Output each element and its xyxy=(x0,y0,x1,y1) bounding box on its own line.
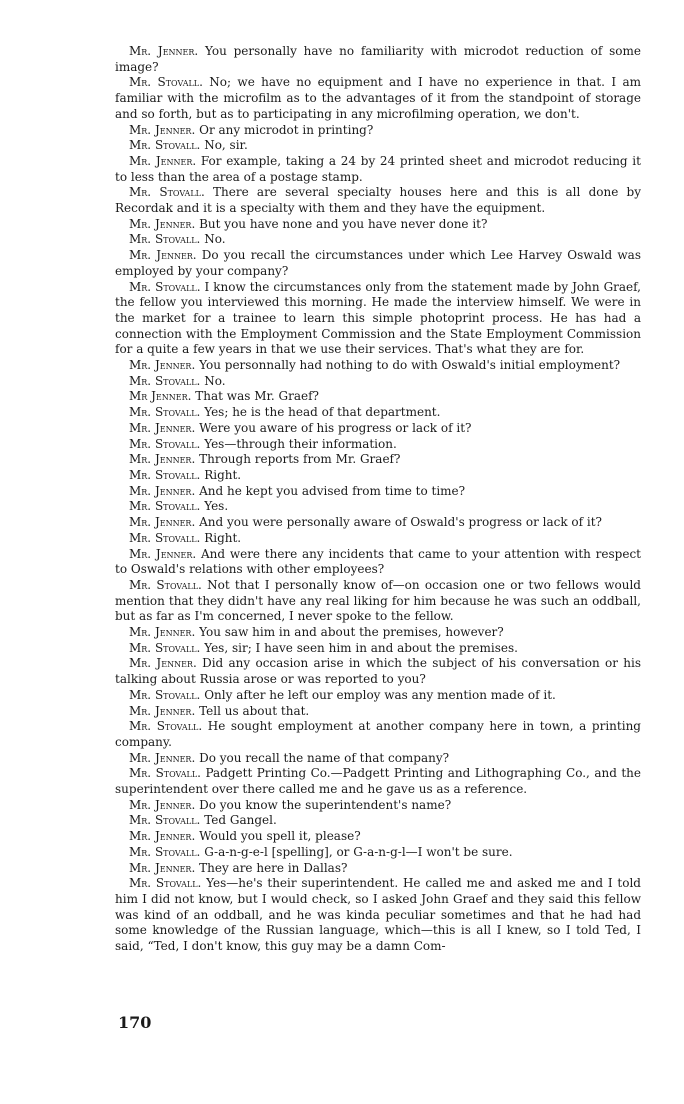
testimony-paragraph xyxy=(115,688,641,704)
testimony-statement: Only after he left our employ was any mention made of it. xyxy=(204,687,556,702)
speaker-label: Mr. Stovall. xyxy=(129,279,201,294)
testimony-statement: No. xyxy=(204,373,226,388)
testimony-statement: You personally have no familiarity with microdot reduction of some image? xyxy=(115,44,641,74)
speaker-label: Mr. Jenner. xyxy=(129,153,197,168)
speaker-label: Mr. Jenner. xyxy=(129,750,196,765)
speaker-label: Mr. Stovall. xyxy=(129,499,201,514)
testimony-paragraph xyxy=(115,547,641,578)
speaker-label: Mr. Stovall. xyxy=(129,813,201,828)
speaker-label: Mr. Jenner. xyxy=(129,797,196,812)
speaker-label: Mr. Stovall. xyxy=(129,185,205,200)
speaker-label: Mr. Stovall. xyxy=(129,687,201,702)
speaker-label: Mr. Stovall. xyxy=(129,232,201,247)
testimony-paragraph xyxy=(115,452,641,468)
speaker-label: Mr. Stovall. xyxy=(129,719,203,734)
speaker-label: Mr. Jenner. xyxy=(129,860,196,875)
testimony-statement: No. xyxy=(204,232,226,247)
testimony-paragraph xyxy=(115,578,641,625)
speaker-label: Mr. Stovall. xyxy=(129,640,201,655)
testimony-paragraph xyxy=(115,704,641,720)
testimony-paragraph xyxy=(115,861,641,877)
speaker-label: Mr. Jenner. xyxy=(129,483,196,498)
testimony-statement: Yes, sir; I have seen him in and about the premises. xyxy=(204,640,518,655)
testimony-paragraph xyxy=(115,813,641,829)
speaker-label: Mr Jenner. xyxy=(129,389,192,404)
testimony-paragraph xyxy=(115,217,641,233)
testimony-paragraph xyxy=(115,232,641,248)
testimony-paragraph xyxy=(115,656,641,687)
testimony-paragraph xyxy=(115,751,641,767)
testimony-statement: And were there any incidents that came to your attention with respect to Oswald's relations with other employees? xyxy=(115,546,641,577)
testimony-paragraph xyxy=(115,719,641,750)
speaker-label: Mr. Jenner. xyxy=(129,515,196,530)
testimony-statement: Do you recall the circumstances under which Lee Harvey Oswald was employed by your company? xyxy=(115,248,641,278)
speaker-label: Mr. Jenner. xyxy=(129,656,197,671)
speaker-label: Mr. Jenner. xyxy=(129,703,196,718)
testimony-paragraph xyxy=(115,468,641,484)
testimony-paragraph xyxy=(115,437,641,453)
testimony-statement: Yes; he is the head of that department. xyxy=(204,405,441,420)
testimony-statement: And he kept you advised from time to time? xyxy=(199,483,466,498)
speaker-label: Mr. Jenner. xyxy=(129,829,196,844)
testimony-paragraph xyxy=(115,845,641,861)
testimony-statement: Do you recall the name of that company? xyxy=(199,750,450,765)
testimony-statement: Or any microdot in printing? xyxy=(199,122,374,137)
testimony-paragraph xyxy=(115,484,641,500)
testimony-statement: Yes—he's their superintendent. He called me and asked me and I told him I did not know, but I would check, so I asked John Graef and they said this fellow was kind of an oddball, and he was kinda peculiar sometimes and that he had had some knowledge of the Russian language, which—this is all I knew, so I told Ted, I said, “Ted, I don't know, this guy may be a damn Com- xyxy=(115,876,641,954)
testimony-statement: You personnally had nothing to do with Oswald's initial employment? xyxy=(199,358,621,373)
testimony-statement: But you have none and you have never done it? xyxy=(199,216,488,231)
testimony-statement: Would you spell it, please? xyxy=(199,829,361,844)
testimony-statement: You saw him in and about the premises, however? xyxy=(199,625,504,640)
speaker-label: Mr. Jenner. xyxy=(129,358,196,373)
testimony-paragraph xyxy=(115,75,641,122)
testimony-paragraph xyxy=(115,389,641,405)
testimony-statement: Padgett Printing Co.—Padgett Printing and Lithographing Co., and the superintendent over there called me and he gave us as a reference. xyxy=(115,766,641,797)
page-number: 170 xyxy=(118,1013,152,1032)
speaker-label: Mr. Jenner. xyxy=(129,452,196,467)
testimony-paragraph xyxy=(115,138,641,154)
speaker-label: Mr. Stovall. xyxy=(129,405,201,420)
testimony-statement: Right. xyxy=(204,467,242,482)
speaker-label: Mr. Jenner. xyxy=(129,216,196,231)
testimony-statement: And you were personally aware of Oswald's progress or lack of it? xyxy=(199,515,602,530)
testimony-statement: For example, taking a 24 by 24 printed sheet and microdot reducing it to less than the area of a postage stamp. xyxy=(115,153,641,184)
testimony-statement: Through reports from Mr. Graef? xyxy=(199,452,401,467)
testimony-statement: Yes—through their information. xyxy=(204,436,397,451)
testimony-paragraph xyxy=(115,154,641,185)
testimony-statement: G-a-n-g-e-l [spelling], or G-a-n-g-l—I won't be sure. xyxy=(204,844,513,859)
testimony-paragraph xyxy=(115,248,641,279)
testimony-statement: Yes. xyxy=(204,499,229,514)
testimony-paragraph xyxy=(115,641,641,657)
testimony-paragraph xyxy=(115,280,641,359)
testimony-text xyxy=(115,44,641,955)
testimony-statement: Ted Gangel. xyxy=(204,813,277,828)
testimony-statement: I know the circumstances only from the statement made by John Graef, the fellow you interviewed this morning. He made the interview himself. We were in the market for a trainee to learn this simple photoprint process. He has had a connection with the Employment Commission and the State Employment Commission for a quite a few years in that we use their services. That's what they are for. xyxy=(115,279,641,357)
testimony-statement: He sought employment at another company here in town, a printing company. xyxy=(115,719,641,749)
speaker-label: Mr. Stovall. xyxy=(129,530,201,545)
testimony-statement: No, sir. xyxy=(204,138,248,153)
testimony-paragraph xyxy=(115,358,641,374)
testimony-paragraph xyxy=(115,123,641,139)
speaker-label: Mr. Jenner. xyxy=(129,122,196,137)
testimony-paragraph xyxy=(115,374,641,390)
speaker-label: Mr. Stovall. xyxy=(129,373,201,388)
speaker-label: Mr. Jenner. xyxy=(129,625,196,640)
testimony-statement: They are here in Dallas? xyxy=(199,860,348,875)
speaker-label: Mr. Stovall. xyxy=(129,844,201,859)
testimony-paragraph xyxy=(115,876,641,955)
testimony-statement: Tell us about that. xyxy=(199,703,310,718)
speaker-label: Mr. Stovall. xyxy=(129,138,201,153)
speaker-label: Mr. Stovall. xyxy=(129,436,201,451)
testimony-statement: No; we have no equipment and I have no experience in that. I am familiar with the microfilm as to the advantages of it from the standpoint of storage and so forth, but as to participating in any microfilming operation, we don't. xyxy=(115,75,641,121)
speaker-label: Mr. Jenner. xyxy=(129,248,197,263)
testimony-statement: Do you know the superintendent's name? xyxy=(199,797,452,812)
testimony-paragraph xyxy=(115,421,641,437)
testimony-paragraph xyxy=(115,766,641,797)
speaker-label: Mr. Jenner. xyxy=(129,546,197,561)
testimony-statement: Right. xyxy=(204,530,242,545)
testimony-paragraph xyxy=(115,625,641,641)
speaker-label: Mr. Stovall. xyxy=(129,876,202,891)
speaker-label: Mr. Jenner. xyxy=(129,44,199,58)
testimony-paragraph xyxy=(115,515,641,531)
testimony-paragraph xyxy=(115,185,641,216)
speaker-label: Mr. Stovall. xyxy=(129,467,201,482)
testimony-paragraph xyxy=(115,405,641,421)
testimony-paragraph xyxy=(115,499,641,515)
testimony-paragraph xyxy=(115,531,641,547)
testimony-paragraph xyxy=(115,829,641,845)
speaker-label: Mr. Stovall. xyxy=(129,75,203,90)
speaker-label: Mr. Stovall. xyxy=(129,766,202,781)
testimony-paragraph xyxy=(115,798,641,814)
testimony-statement: Did any occasion arise in which the subject of his conversation or his talking about Russia arose or was reported to you? xyxy=(115,656,641,687)
speaker-label: Mr. Stovall. xyxy=(129,577,202,592)
testimony-statement: There are several specialty houses here and this is all done by Recordak and it is a specialty with them and they have the equipment. xyxy=(115,185,641,216)
speaker-label: Mr. Jenner. xyxy=(129,420,196,435)
testimony-statement: Not that I personally know of—on occasion one or two fellows would mention that they didn't have any real liking for him because he was such an oddball, but as far as I'm concerned, I never spoke to the fellow. xyxy=(115,577,641,624)
testimony-statement: That was Mr. Graef? xyxy=(195,389,319,404)
testimony-paragraph xyxy=(115,44,641,75)
testimony-statement: Were you aware of his progress or lack of it? xyxy=(199,420,472,435)
